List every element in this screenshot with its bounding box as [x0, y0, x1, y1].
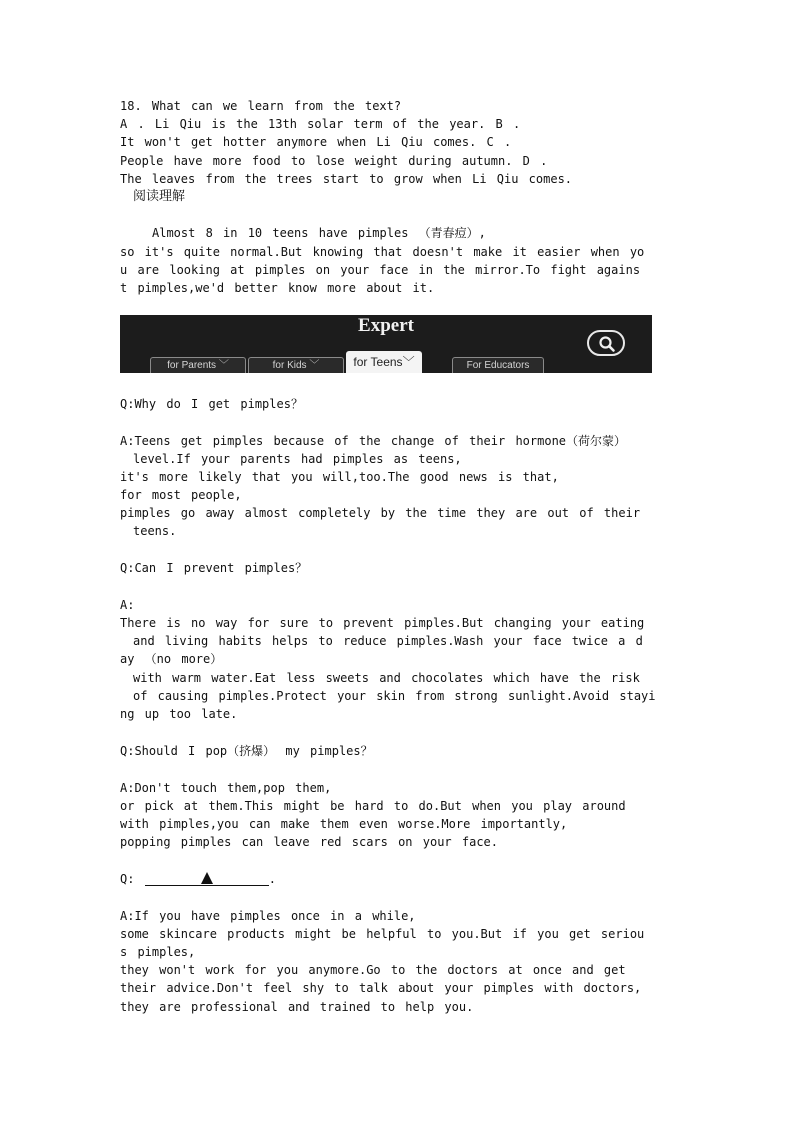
tab-label: for Kids — [272, 360, 307, 371]
answer-line: A:If you have pimples once in a while, — [120, 909, 416, 923]
answer-line: of causing pimples.Protect your skin from strong sunlight.Avoid stayi — [133, 689, 656, 703]
answer-line: they are professional and trained to help you. — [120, 1000, 474, 1014]
tab-for-kids[interactable] — [248, 357, 344, 373]
option-line: A . Li Qiu is the 13th solar term of the year. B . — [120, 117, 521, 131]
option-line: The leaves from the trees start to grow when Li Qiu comes. — [120, 172, 573, 186]
answer-label: A: — [120, 598, 135, 612]
answer-line: s pimples, — [120, 945, 196, 959]
tab-label: for Teens — [353, 355, 403, 369]
answer-line: pimples go away almost completely by the time they are out of their — [120, 506, 641, 520]
answer-line: it's more likely that you will,too.The good news is that, — [120, 470, 559, 484]
question-suffix: . — [268, 872, 276, 886]
banner-title: Expert — [358, 315, 414, 336]
answer-line: and living habits helps to reduce pimples.Wash your face twice a d — [133, 634, 643, 648]
answer-line: with warm water.Eat less sweets and chocolates which have the risk — [133, 671, 640, 685]
answer-line: or pick at them.This might be hard to do.But when you play around — [120, 799, 626, 813]
tab-for-parents[interactable] — [150, 357, 246, 373]
answer-line: their advice.Don't feel shy to talk about your pimples with doctors, — [120, 981, 642, 995]
answer-line: popping pimples can leave red scars on your face. — [120, 835, 499, 849]
tab-for-teens[interactable] — [346, 351, 422, 373]
answer-line: for most people, — [120, 488, 242, 502]
intro-line: u are looking at pimples on your face in the mirror.To fight agains — [120, 263, 641, 277]
question-heading: Q:Can I prevent pimples？ — [120, 561, 308, 575]
answer-line: There is no way for sure to prevent pimples.But changing your eating — [120, 616, 645, 630]
chevron-down-icon: ﹀ — [309, 360, 320, 371]
intro-line: Almost 8 in 10 teens have pimples （青春痘）, — [152, 226, 486, 240]
expert-banner — [120, 315, 652, 373]
answer-line: A:Don't touch them,pop them, — [120, 781, 332, 795]
answer-line: ng up too late. — [120, 707, 238, 721]
tab-label: For Educators — [466, 360, 530, 371]
question-prefix: Q: — [120, 872, 135, 886]
option-line: People have more food to lose weight during autumn. D . — [120, 154, 548, 168]
tab-for-educators[interactable] — [452, 357, 544, 373]
answer-line: with pimples,you can make them even worse.More importantly, — [120, 817, 568, 831]
option-line: It won't get hotter anymore when Li Qiu comes. C . — [120, 135, 512, 149]
chevron-down-icon: ﹀ — [402, 355, 415, 369]
question-heading: Q:Why do I get pimples？ — [120, 397, 303, 411]
question-heading: Q:Should I pop（挤爆） my pimples？ — [120, 744, 373, 758]
chevron-down-icon: ﹀ — [218, 360, 229, 371]
answer-line: ay （no more） — [120, 652, 223, 666]
answer-blank[interactable] — [145, 873, 269, 886]
question-stem: 18. What can we learn from the text? — [120, 99, 402, 113]
answer-line: some skincare products might be helpful to you.But if you get seriou — [120, 927, 645, 941]
answer-line: teens. — [133, 524, 177, 538]
intro-line: so it's quite normal.But knowing that doesn't make it easier when yo — [120, 245, 645, 259]
answer-line: A:Teens get pimples because of the change of their hormone（荷尔蒙） — [120, 434, 627, 448]
search-icon — [598, 335, 616, 353]
search-button[interactable] — [587, 330, 625, 356]
intro-line: t pimples,we'd better know more about it. — [120, 281, 435, 295]
triangle-marker-icon — [201, 872, 213, 884]
tab-label: for Parents — [167, 360, 217, 371]
answer-line: level.If your parents had pimples as teens, — [133, 452, 462, 466]
question-heading-blank — [120, 870, 675, 888]
answer-line: they won't work for you anymore.Go to the doctors at once and get — [120, 963, 626, 977]
section-title: 阅读理解 — [133, 189, 186, 204]
